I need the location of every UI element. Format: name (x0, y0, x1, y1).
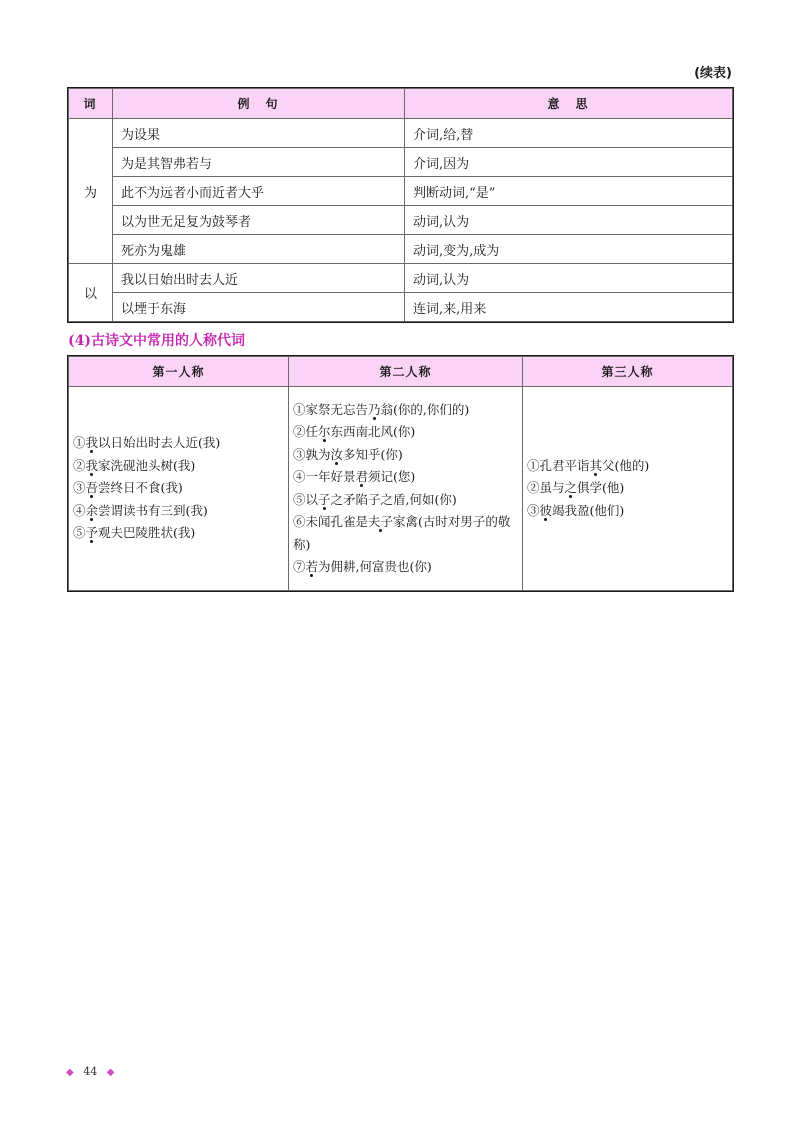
item-text-num: ③ (293, 446, 306, 462)
item-text-post: 为佣耕,何富贵也(你) (318, 559, 432, 574)
list-item (73, 522, 284, 545)
meaning-cell: 动词,认为 (405, 206, 733, 235)
example-cell: 为设果 (113, 119, 405, 148)
item-text-num: ① (293, 401, 306, 417)
list-item (527, 477, 728, 500)
list-item (73, 477, 284, 500)
third-person-cell (523, 387, 733, 591)
meaning-cell: 动词,变为,成为 (405, 235, 733, 264)
diamond-icon: ◆ (66, 1067, 74, 1078)
item-text-num: ① (73, 435, 86, 451)
emphasized-pronoun: 乃 (368, 401, 381, 417)
list-item (293, 556, 518, 579)
item-text-post: 父(他的) (602, 457, 650, 473)
item-text-num: ② (293, 424, 306, 439)
table-row (69, 206, 733, 235)
list-item (293, 489, 518, 512)
header-third-person: 第三人称 (523, 357, 733, 387)
item-text-pre: 未闻孔雀是 (305, 514, 369, 529)
item-text-pre: 孔君平诣 (539, 457, 590, 473)
item-text-pre: 虽与 (539, 480, 565, 496)
emphasized-pronoun: 吾 (85, 480, 99, 496)
emphasized-pronoun: 余 (85, 502, 99, 518)
example-cell: 我以日始出时去人近 (113, 264, 405, 293)
item-text-num: ② (73, 457, 86, 473)
example-cell: 此不为远者小而近者大乎 (113, 177, 405, 206)
table-row (69, 264, 733, 293)
item-text-pre: 孰为 (305, 446, 331, 462)
item-text-post: 观夫巴陵胜状(我) (98, 525, 196, 541)
item-text-post: 之矛陷子之盾,何如(你) (330, 491, 457, 507)
item-text-post: 翁(你的,你们的) (380, 401, 470, 417)
item-text-post: 须记(您) (368, 469, 416, 484)
item-text-post: 竭我盈(他们) (552, 502, 625, 518)
word-cell: 为 (69, 119, 113, 264)
list-item (73, 432, 284, 455)
emphasized-pronoun: 子 (318, 491, 331, 507)
emphasized-pronoun: 汝 (330, 446, 344, 462)
list-item (73, 455, 284, 478)
word-usage-table (68, 88, 733, 322)
list-item (293, 421, 518, 444)
meaning-cell: 动词,认为 (405, 264, 733, 293)
item-text-post: 东西南北风(你) (330, 424, 416, 439)
first-person-cell (69, 387, 289, 591)
item-text-post: 尝谓读书有三到(我) (98, 502, 208, 518)
diamond-icon: ◆ (106, 1067, 115, 1078)
continuation-label: (续表) (694, 66, 732, 81)
table-row (69, 387, 733, 591)
item-text-post: 俱学(他) (577, 480, 625, 496)
header-word: 词 (69, 89, 113, 119)
page-number: 44 (83, 1065, 98, 1078)
page-footer (66, 1064, 114, 1080)
header-meaning: 意 思 (405, 89, 733, 119)
header-second-person: 第二人称 (289, 357, 523, 387)
emphasized-pronoun: 尔 (318, 424, 331, 439)
item-text-post: 家洗砚池头树(我) (98, 457, 196, 473)
item-text-num: ③ (73, 480, 86, 496)
emphasized-pronoun: 我 (85, 457, 99, 473)
header-first-person: 第一人称 (69, 357, 289, 387)
emphasized-pronoun: 彼 (539, 502, 553, 518)
meaning-cell: 介词,给,替 (405, 119, 733, 148)
table-row (69, 148, 733, 177)
meaning-cell: 连词,来,用来 (405, 293, 733, 322)
table-row (69, 119, 733, 148)
list-item (293, 399, 518, 422)
emphasized-pronoun: 之 (564, 480, 578, 496)
list-item (293, 466, 518, 489)
meaning-cell: 介词,因为 (405, 148, 733, 177)
example-cell: 死亦为鬼雄 (113, 235, 405, 264)
table-row (69, 177, 733, 206)
meaning-cell: 判断动词,“是” (405, 177, 733, 206)
word-cell: 以 (69, 264, 113, 322)
second-person-cell (289, 387, 523, 591)
header-example: 例 句 (113, 89, 405, 119)
list-item (527, 500, 728, 523)
example-cell: 以堙于东海 (113, 293, 405, 322)
item-text-num: ④ (73, 502, 86, 518)
item-text-post: 多知乎(你) (343, 446, 403, 462)
item-text-post: 家禽(古时对男子的敬称) (293, 514, 511, 552)
list-item (73, 500, 284, 523)
example-cell: 以为世无足复为鼓琴者 (113, 206, 405, 235)
example-cell: 为是其智弗若与 (113, 148, 405, 177)
list-item (293, 511, 518, 556)
item-text-num: ⑥ (293, 514, 306, 529)
item-text-num: ③ (527, 502, 540, 518)
item-text-num: ① (527, 457, 540, 473)
emphasized-pronoun: 君 (355, 469, 369, 484)
item-text-post: 尝终日不食(我) (98, 480, 183, 496)
table-header-row (69, 357, 733, 387)
item-text-pre: 以 (305, 491, 319, 507)
table-row (69, 235, 733, 264)
item-text-pre: 一年好景 (305, 469, 356, 484)
list-item (527, 455, 728, 478)
emphasized-pronoun: 若 (305, 559, 319, 574)
item-text-num: ② (527, 480, 540, 496)
item-text-num: ④ (293, 469, 306, 484)
emphasized-pronoun: 我 (85, 435, 99, 451)
table-row (69, 293, 733, 322)
item-text-num: ⑦ (293, 559, 306, 574)
section-title: (4)古诗文中常用的人称代词 (68, 333, 245, 349)
item-text-pre: 家祭无忘告 (305, 401, 369, 417)
item-text-num: ⑤ (73, 525, 86, 541)
emphasized-pronoun: 其 (589, 457, 603, 473)
item-text-post: 以日始出时去人近(我) (98, 435, 221, 451)
personal-pronoun-table (68, 356, 733, 591)
item-text-num: ⑤ (293, 491, 306, 507)
list-item (293, 444, 518, 467)
item-text-pre: 任 (305, 424, 319, 439)
table-header-row (69, 89, 733, 119)
emphasized-pronoun: 予 (85, 525, 99, 541)
emphasized-pronoun: 夫子 (368, 514, 394, 529)
